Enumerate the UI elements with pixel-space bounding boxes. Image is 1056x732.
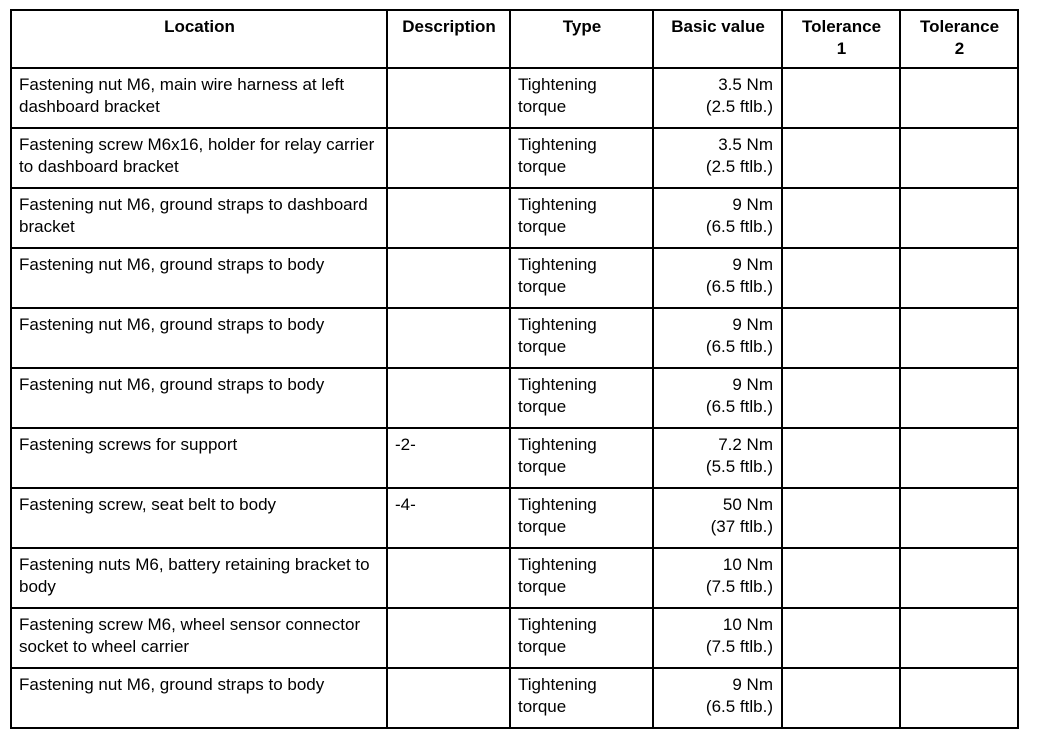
cell-tolerance-2	[900, 368, 1018, 428]
cell-basic-value: 9 Nm (6.5 ftlb.)	[653, 668, 782, 728]
cell-tolerance-1	[782, 188, 900, 248]
cell-type: Tightening torque	[510, 308, 653, 368]
cell-location: Fastening screw, seat belt to body	[11, 488, 387, 548]
cell-tolerance-1	[782, 128, 900, 188]
cell-tolerance-2	[900, 308, 1018, 368]
cell-basic-value: 9 Nm (6.5 ftlb.)	[653, 188, 782, 248]
table-row	[11, 128, 1018, 188]
header-type: Type	[510, 10, 653, 68]
cell-type: Tightening torque	[510, 68, 653, 128]
table-row	[11, 668, 1018, 728]
cell-basic-value: 9 Nm (6.5 ftlb.)	[653, 368, 782, 428]
cell-tolerance-2	[900, 428, 1018, 488]
torque-spec-table	[10, 9, 1019, 729]
cell-type: Tightening torque	[510, 188, 653, 248]
cell-description	[387, 668, 510, 728]
cell-location: Fastening screw M6x16, holder for relay carrier to dashboard bracket	[11, 128, 387, 188]
cell-description	[387, 308, 510, 368]
cell-description	[387, 68, 510, 128]
cell-description	[387, 188, 510, 248]
cell-tolerance-2	[900, 668, 1018, 728]
cell-tolerance-1	[782, 488, 900, 548]
cell-tolerance-1	[782, 428, 900, 488]
cell-description: -2-	[387, 428, 510, 488]
cell-location: Fastening nut M6, ground straps to body	[11, 248, 387, 308]
cell-basic-value: 9 Nm (6.5 ftlb.)	[653, 308, 782, 368]
table-row	[11, 368, 1018, 428]
cell-tolerance-2	[900, 488, 1018, 548]
cell-tolerance-1	[782, 368, 900, 428]
cell-basic-value: 9 Nm (6.5 ftlb.)	[653, 248, 782, 308]
table-row	[11, 608, 1018, 668]
cell-basic-value: 3.5 Nm (2.5 ftlb.)	[653, 128, 782, 188]
table-body	[11, 68, 1018, 728]
cell-tolerance-1	[782, 608, 900, 668]
header-description: Description	[387, 10, 510, 68]
cell-type: Tightening torque	[510, 368, 653, 428]
cell-type: Tightening torque	[510, 128, 653, 188]
cell-basic-value: 7.2 Nm (5.5 ftlb.)	[653, 428, 782, 488]
cell-tolerance-2	[900, 248, 1018, 308]
cell-tolerance-2	[900, 188, 1018, 248]
cell-location: Fastening nut M6, main wire harness at left dashboard bracket	[11, 68, 387, 128]
cell-type: Tightening torque	[510, 548, 653, 608]
cell-location: Fastening nut M6, ground straps to body	[11, 668, 387, 728]
cell-tolerance-1	[782, 668, 900, 728]
cell-tolerance-1	[782, 308, 900, 368]
cell-basic-value: 10 Nm (7.5 ftlb.)	[653, 548, 782, 608]
cell-description	[387, 368, 510, 428]
cell-description: -4-	[387, 488, 510, 548]
cell-location: Fastening nuts M6, battery retaining bracket to body	[11, 548, 387, 608]
table-row	[11, 68, 1018, 128]
cell-tolerance-1	[782, 68, 900, 128]
cell-tolerance-2	[900, 608, 1018, 668]
header-tolerance-2: Tolerance 2	[900, 10, 1018, 68]
cell-tolerance-2	[900, 128, 1018, 188]
cell-description	[387, 248, 510, 308]
table-row	[11, 488, 1018, 548]
cell-basic-value: 3.5 Nm (2.5 ftlb.)	[653, 68, 782, 128]
cell-description	[387, 608, 510, 668]
cell-tolerance-1	[782, 548, 900, 608]
cell-location: Fastening nut M6, ground straps to body	[11, 308, 387, 368]
table-row	[11, 308, 1018, 368]
cell-type: Tightening torque	[510, 488, 653, 548]
table-row	[11, 188, 1018, 248]
cell-description	[387, 128, 510, 188]
cell-tolerance-2	[900, 68, 1018, 128]
cell-location: Fastening nut M6, ground straps to dashboard bracket	[11, 188, 387, 248]
cell-tolerance-1	[782, 248, 900, 308]
cell-type: Tightening torque	[510, 608, 653, 668]
header-location: Location	[11, 10, 387, 68]
cell-location: Fastening screws for support	[11, 428, 387, 488]
table-row	[11, 248, 1018, 308]
cell-type: Tightening torque	[510, 248, 653, 308]
cell-location: Fastening nut M6, ground straps to body	[11, 368, 387, 428]
table-header-row	[11, 10, 1018, 68]
cell-type: Tightening torque	[510, 668, 653, 728]
cell-type: Tightening torque	[510, 428, 653, 488]
table-row	[11, 548, 1018, 608]
cell-location: Fastening screw M6, wheel sensor connector socket to wheel carrier	[11, 608, 387, 668]
cell-basic-value: 50 Nm (37 ftlb.)	[653, 488, 782, 548]
table-row	[11, 428, 1018, 488]
header-basic-value: Basic value	[653, 10, 782, 68]
cell-tolerance-2	[900, 548, 1018, 608]
cell-description	[387, 548, 510, 608]
cell-basic-value: 10 Nm (7.5 ftlb.)	[653, 608, 782, 668]
header-tolerance-1: Tolerance 1	[782, 10, 900, 68]
